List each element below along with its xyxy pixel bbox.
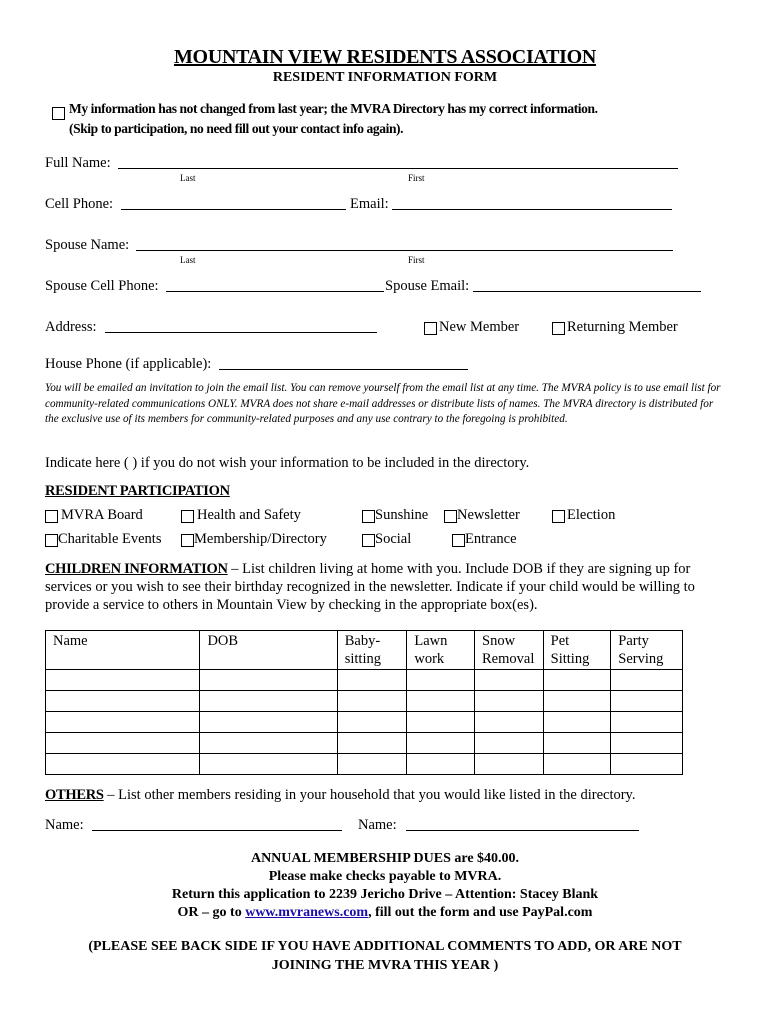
table-cell[interactable] bbox=[337, 754, 407, 775]
table-cell[interactable] bbox=[543, 733, 611, 754]
social-checkbox[interactable] bbox=[362, 534, 375, 547]
newsletter-label: Newsletter bbox=[457, 507, 520, 523]
table-cell[interactable] bbox=[475, 691, 544, 712]
full-name-last-caption: Last bbox=[180, 173, 196, 183]
house-phone-label: House Phone (if applicable): bbox=[45, 356, 212, 372]
back-side-line1: (PLEASE SEE BACK SIDE IF YOU HAVE ADDITIONAL COMMENTS TO ADD, OR ARE NOT bbox=[88, 939, 682, 954]
table-cell[interactable] bbox=[407, 712, 475, 733]
table-cell[interactable] bbox=[200, 670, 337, 691]
table-cell[interactable] bbox=[611, 733, 683, 754]
table-cell[interactable] bbox=[46, 712, 200, 733]
table-cell[interactable] bbox=[337, 670, 407, 691]
others-heading: OTHERS bbox=[45, 787, 104, 803]
table-cell[interactable] bbox=[200, 691, 337, 712]
table-cell[interactable] bbox=[475, 733, 544, 754]
table-cell[interactable] bbox=[407, 733, 475, 754]
no-change-line2: (Skip to participation, no need fill out your contact info again). bbox=[69, 121, 404, 136]
table-cell[interactable] bbox=[543, 754, 611, 775]
table-cell[interactable] bbox=[407, 670, 475, 691]
newsletter-checkbox[interactable] bbox=[444, 510, 457, 523]
email-field[interactable] bbox=[392, 197, 672, 210]
spouse-cell-field[interactable] bbox=[166, 279, 384, 292]
full-name-label: Full Name: bbox=[45, 155, 111, 171]
children-info bbox=[45, 560, 725, 614]
col-babysitting: Baby-sitting bbox=[337, 631, 407, 670]
full-name-first-caption: First bbox=[408, 173, 425, 183]
table-cell[interactable] bbox=[611, 712, 683, 733]
address-label: Address: bbox=[45, 319, 97, 335]
table-cell[interactable] bbox=[337, 712, 407, 733]
new-member-label: New Member bbox=[439, 319, 520, 335]
participation-heading: RESIDENT PARTICIPATION bbox=[45, 483, 230, 499]
table-cell[interactable] bbox=[543, 670, 611, 691]
col-snow-removal: Snow Removal bbox=[475, 631, 544, 670]
returning-member-checkbox[interactable] bbox=[552, 322, 565, 335]
children-table bbox=[45, 630, 683, 775]
charitable-events-checkbox[interactable] bbox=[45, 534, 58, 547]
returning-member-label: Returning Member bbox=[567, 319, 678, 335]
dues-line: ANNUAL MEMBERSHIP DUES are $40.00. bbox=[250, 851, 520, 866]
children-instructions: – List children living at home with you. Include DOB if they are signing up for services or you wish to see their birthday recognized in the newsletter. Indicate if your child would be willing to provide a service to others in Mountain View by checking in the appropriate box(es). bbox=[45, 561, 695, 613]
table-row bbox=[46, 670, 683, 691]
table-cell[interactable] bbox=[200, 733, 337, 754]
table-cell[interactable] bbox=[337, 691, 407, 712]
form-title: MOUNTAIN VIEW RESIDENTS ASSOCIATION bbox=[173, 46, 597, 68]
spouse-name-label: Spouse Name: bbox=[45, 237, 130, 253]
table-cell[interactable] bbox=[46, 733, 200, 754]
others-name-label-1: Name: bbox=[45, 817, 84, 833]
table-cell[interactable] bbox=[46, 670, 200, 691]
back-side-line2: JOINING THE MVRA THIS YEAR ) bbox=[271, 958, 499, 973]
table-cell[interactable] bbox=[407, 754, 475, 775]
table-cell[interactable] bbox=[200, 712, 337, 733]
mvra-board-checkbox[interactable] bbox=[45, 510, 58, 523]
email-disclaimer: You will be emailed an invitation to join the email list. You can remove yourself from the email list at any time. The MVRA policy is to use email list for community-related communications ONLY. MVRA does not share e-mail addresses or distribute lists of names. The MVRA directory is distributed for the exclusive use of its members for community-related purposes and any use contrary to the foregoing is prohibited. bbox=[45, 382, 721, 425]
table-cell[interactable] bbox=[46, 691, 200, 712]
spouse-email-field[interactable] bbox=[473, 279, 701, 292]
table-cell[interactable] bbox=[543, 712, 611, 733]
col-lawn-work: Lawn work bbox=[407, 631, 475, 670]
table-cell[interactable] bbox=[407, 691, 475, 712]
table-cell[interactable] bbox=[200, 754, 337, 775]
full-name-field[interactable] bbox=[118, 156, 678, 169]
col-dob: DOB bbox=[200, 631, 337, 670]
social-label: Social bbox=[375, 531, 412, 547]
spouse-cell-label: Spouse Cell Phone: bbox=[45, 278, 159, 294]
cell-phone-field[interactable] bbox=[121, 197, 346, 210]
health-safety-checkbox[interactable] bbox=[181, 510, 194, 523]
children-heading: CHILDREN INFORMATION bbox=[45, 561, 228, 577]
spouse-first-caption: First bbox=[408, 255, 425, 265]
entrance-label: Entrance bbox=[465, 531, 517, 547]
table-cell[interactable] bbox=[337, 733, 407, 754]
house-phone-field[interactable] bbox=[219, 357, 468, 370]
health-safety-label: Health and Safety bbox=[197, 507, 301, 523]
sunshine-checkbox[interactable] bbox=[362, 510, 375, 523]
table-cell[interactable] bbox=[475, 712, 544, 733]
table-cell[interactable] bbox=[611, 754, 683, 775]
others-name-field-1[interactable] bbox=[92, 818, 342, 831]
children-table-header bbox=[46, 631, 683, 670]
return-line: Return this application to 2239 Jericho Drive – Attention: Stacey Blank bbox=[171, 887, 599, 902]
others-info bbox=[45, 787, 635, 804]
no-change-checkbox[interactable] bbox=[52, 107, 65, 120]
spouse-name-field[interactable] bbox=[136, 238, 673, 251]
entrance-checkbox[interactable] bbox=[452, 534, 465, 547]
election-checkbox[interactable] bbox=[552, 510, 565, 523]
website-link[interactable]: www.mvranews.com bbox=[245, 905, 369, 920]
table-row bbox=[46, 733, 683, 754]
online-line bbox=[0, 905, 770, 921]
checks-line: Please make checks payable to MVRA. bbox=[268, 869, 502, 884]
others-name-label-2: Name: bbox=[358, 817, 397, 833]
mvra-board-label: MVRA Board bbox=[61, 507, 143, 523]
table-cell[interactable] bbox=[611, 670, 683, 691]
table-cell[interactable] bbox=[611, 691, 683, 712]
col-pet-sitting: Pet Sitting bbox=[543, 631, 611, 670]
table-cell[interactable] bbox=[46, 754, 200, 775]
others-instructions: – List other members residing in your household that you would like listed in the directory. bbox=[103, 787, 636, 803]
or-go-text: OR – go to bbox=[177, 905, 246, 920]
sunshine-label: Sunshine bbox=[375, 507, 429, 523]
new-member-checkbox[interactable] bbox=[424, 322, 437, 335]
spouse-last-caption: Last bbox=[180, 255, 196, 265]
address-field[interactable] bbox=[105, 320, 377, 333]
table-row bbox=[46, 754, 683, 775]
directory-optout: Indicate here ( ) if you do not wish your information to be included in the directory. bbox=[45, 455, 530, 471]
election-label: Election bbox=[567, 507, 616, 523]
col-name: Name bbox=[46, 631, 200, 670]
col-party-serving: Party Serving bbox=[611, 631, 683, 670]
cell-phone-label: Cell Phone: bbox=[45, 196, 114, 212]
spouse-email-label: Spouse Email: bbox=[385, 278, 470, 294]
no-change-line1: My information has not changed from last year; the MVRA Directory has my correct information. bbox=[69, 101, 598, 116]
table-cell[interactable] bbox=[475, 670, 544, 691]
table-cell[interactable] bbox=[543, 691, 611, 712]
charitable-events-label: Charitable Events bbox=[58, 531, 162, 547]
email-label: Email: bbox=[350, 196, 389, 212]
table-row bbox=[46, 691, 683, 712]
table-row bbox=[46, 712, 683, 733]
membership-directory-checkbox[interactable] bbox=[181, 534, 194, 547]
table-cell[interactable] bbox=[475, 754, 544, 775]
others-name-field-2[interactable] bbox=[406, 818, 639, 831]
membership-directory-label: Membership/Directory bbox=[194, 531, 327, 547]
form-subtitle: RESIDENT INFORMATION FORM bbox=[272, 70, 498, 85]
fill-out-text: , fill out the form and use PayPal.com bbox=[368, 905, 593, 920]
